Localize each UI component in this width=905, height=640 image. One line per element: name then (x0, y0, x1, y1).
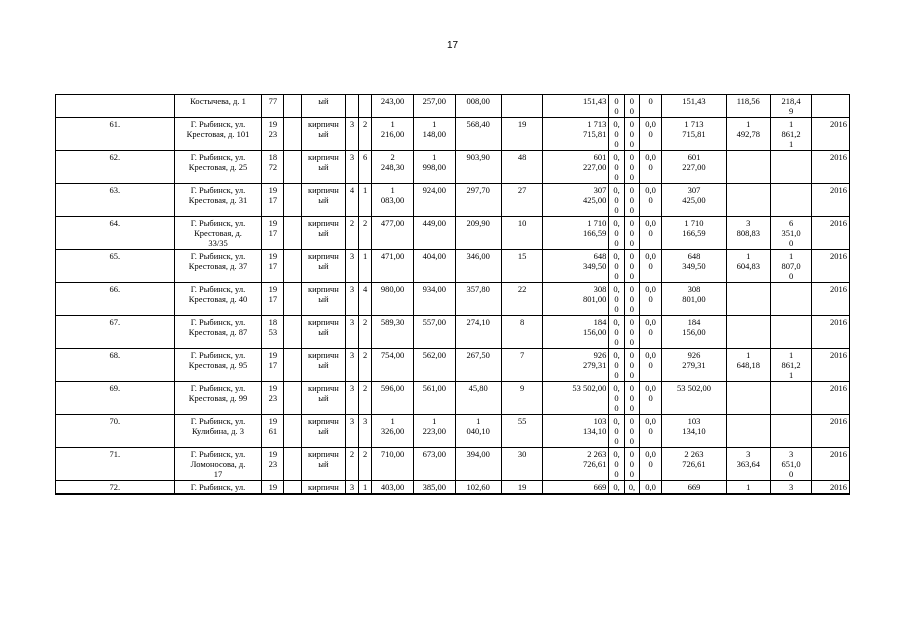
cell-cost-total: 184 156,00 (543, 316, 609, 349)
cell-c1: 0, 0 0 (609, 250, 624, 283)
cell-area-total: 1 216,00 (372, 118, 414, 151)
cell-c3: 0,0 0 (640, 250, 662, 283)
cell-floors: 3 (345, 481, 358, 495)
cell-entrances (359, 95, 372, 118)
cell-empty (284, 349, 302, 382)
cell-c2: 0 0 0 (624, 184, 639, 217)
cell-c3: 0,0 0 (640, 151, 662, 184)
cell-v2 (770, 283, 812, 316)
cell-area-total: 2 248,30 (372, 151, 414, 184)
cell-address: Г. Рыбинск, ул. Крестовая, д. 101 (174, 118, 262, 151)
cell-area-total: 1 326,00 (372, 415, 414, 448)
cell-year: 19 23 (262, 448, 284, 481)
cell-cost-total: 1 710 166,59 (543, 217, 609, 250)
cell-c3: 0,0 0 (640, 448, 662, 481)
cell-material: кирпичн ый (301, 118, 345, 151)
cell-v1 (726, 415, 770, 448)
cell-floors (345, 95, 358, 118)
cell-area-living: 1 148,00 (413, 118, 455, 151)
cell-c2: 0 0 0 (624, 349, 639, 382)
cell-cost-2: 307 425,00 (662, 184, 727, 217)
housing-table (55, 94, 850, 495)
cell-empty (284, 382, 302, 415)
cell-v1: 1 604,83 (726, 250, 770, 283)
cell-cost-total: 151,43 (543, 95, 609, 118)
cell-cost-2: 1 713 715,81 (662, 118, 727, 151)
cell-no: 67. (56, 316, 175, 349)
cell-cost-2: 151,43 (662, 95, 727, 118)
cell-c2: 0 0 0 (624, 448, 639, 481)
cell-c1: 0, 0 0 (609, 151, 624, 184)
cell-year: 19 23 (262, 382, 284, 415)
cell-address: Г. Рыбинск, ул. (174, 481, 262, 495)
cell-entrances: 1 (359, 250, 372, 283)
cell-year: 19 17 (262, 217, 284, 250)
cell-c3: 0,0 0 (640, 283, 662, 316)
cell-residents: 9 (501, 382, 543, 415)
cell-cost-total: 103 134,10 (543, 415, 609, 448)
cell-material: кирпичн ый (301, 184, 345, 217)
cell-area-living: 924,00 (413, 184, 455, 217)
cell-no: 69. (56, 382, 175, 415)
cell-empty (284, 151, 302, 184)
cell-plan-year: 2016 (812, 283, 850, 316)
cell-material: кирпичн ый (301, 217, 345, 250)
cell-cost-2: 308 801,00 (662, 283, 727, 316)
cell-area-3: 346,00 (455, 250, 501, 283)
cell-cost-2: 1 710 166,59 (662, 217, 727, 250)
cell-c3: 0,0 0 (640, 316, 662, 349)
cell-cost-2: 103 134,10 (662, 415, 727, 448)
cell-empty (284, 118, 302, 151)
cell-material: кирпичн ый (301, 283, 345, 316)
cell-area-living: 557,00 (413, 316, 455, 349)
cell-cost-2: 926 279,31 (662, 349, 727, 382)
cell-cost-total: 648 349,50 (543, 250, 609, 283)
cell-v2 (770, 415, 812, 448)
cell-plan-year: 2016 (812, 349, 850, 382)
cell-area-total: 589,30 (372, 316, 414, 349)
cell-material: кирпичн ый (301, 448, 345, 481)
cell-cost-total: 308 801,00 (543, 283, 609, 316)
cell-no: 72. (56, 481, 175, 495)
table-row (56, 415, 850, 448)
cell-c2: 0 0 0 (624, 283, 639, 316)
cell-area-total: 980,00 (372, 283, 414, 316)
cell-c3: 0,0 (640, 481, 662, 495)
cell-plan-year: 2016 (812, 316, 850, 349)
cell-empty (284, 481, 302, 495)
cell-floors: 3 (345, 250, 358, 283)
cell-c1: 0, 0 0 (609, 217, 624, 250)
cell-residents: 48 (501, 151, 543, 184)
cell-no: 70. (56, 415, 175, 448)
cell-empty (284, 448, 302, 481)
cell-address: Г. Рыбинск, ул. Крестовая, д. 87 (174, 316, 262, 349)
table-row (56, 95, 850, 118)
cell-cost-total: 601 227,00 (543, 151, 609, 184)
cell-plan-year: 2016 (812, 448, 850, 481)
cell-no: 68. (56, 349, 175, 382)
cell-area-total: 243,00 (372, 95, 414, 118)
cell-area-living: 673,00 (413, 448, 455, 481)
cell-c1: 0, 0 0 (609, 448, 624, 481)
cell-no: 71. (56, 448, 175, 481)
cell-entrances: 2 (359, 382, 372, 415)
cell-area-total: 710,00 (372, 448, 414, 481)
cell-material: кирпичн ый (301, 316, 345, 349)
cell-area-3: 102,60 (455, 481, 501, 495)
cell-year: 77 (262, 95, 284, 118)
cell-entrances: 2 (359, 316, 372, 349)
cell-entrances: 3 (359, 415, 372, 448)
cell-c1: 0, 0 0 (609, 415, 624, 448)
cell-c3: 0,0 0 (640, 415, 662, 448)
cell-v2 (770, 184, 812, 217)
cell-no: 65. (56, 250, 175, 283)
cell-c3: 0 (640, 95, 662, 118)
cell-c2: 0 0 0 (624, 316, 639, 349)
cell-v1 (726, 316, 770, 349)
cell-no: 66. (56, 283, 175, 316)
cell-year: 19 17 (262, 250, 284, 283)
cell-empty (284, 250, 302, 283)
cell-c1: 0 0 (609, 95, 624, 118)
cell-cost-total: 926 279,31 (543, 349, 609, 382)
cell-material: кирпичн ый (301, 382, 345, 415)
cell-c2: 0, (624, 481, 639, 495)
cell-area-3: 357,80 (455, 283, 501, 316)
cell-c1: 0, 0 0 (609, 184, 624, 217)
cell-address: Г. Рыбинск, ул. Крестовая, д. 33/35 (174, 217, 262, 250)
cell-entrances: 2 (359, 118, 372, 151)
cell-address: Г. Рыбинск, ул. Крестовая, д. 99 (174, 382, 262, 415)
cell-area-living: 385,00 (413, 481, 455, 495)
cell-address: Г. Рыбинск, ул. Крестовая, д. 25 (174, 151, 262, 184)
cell-area-living: 561,00 (413, 382, 455, 415)
cell-entrances: 2 (359, 217, 372, 250)
cell-plan-year: 2016 (812, 118, 850, 151)
cell-v2: 6 351,0 0 (770, 217, 812, 250)
cell-v1 (726, 151, 770, 184)
cell-c2: 0 0 0 (624, 250, 639, 283)
cell-entrances: 6 (359, 151, 372, 184)
cell-cost-total: 1 713 715,81 (543, 118, 609, 151)
cell-area-living: 1 223,00 (413, 415, 455, 448)
cell-c3: 0,0 0 (640, 217, 662, 250)
cell-v1: 3 808,83 (726, 217, 770, 250)
cell-v2: 3 (770, 481, 812, 495)
cell-entrances: 2 (359, 448, 372, 481)
cell-area-total: 403,00 (372, 481, 414, 495)
cell-residents: 19 (501, 118, 543, 151)
cell-area-total: 1 083,00 (372, 184, 414, 217)
cell-entrances: 2 (359, 349, 372, 382)
table-row (56, 217, 850, 250)
cell-plan-year: 2016 (812, 184, 850, 217)
cell-area-total: 596,00 (372, 382, 414, 415)
cell-residents: 8 (501, 316, 543, 349)
cell-empty (284, 217, 302, 250)
cell-area-3: 394,00 (455, 448, 501, 481)
cell-floors: 4 (345, 184, 358, 217)
cell-address: Г. Рыбинск, ул. Ломоносова, д. 17 (174, 448, 262, 481)
table-row (56, 250, 850, 283)
cell-c3: 0,0 0 (640, 382, 662, 415)
cell-residents: 27 (501, 184, 543, 217)
cell-v2: 218,4 9 (770, 95, 812, 118)
cell-address: Г. Рыбинск, ул. Крестовая, д. 95 (174, 349, 262, 382)
cell-v2: 1 861,2 1 (770, 118, 812, 151)
cell-v2: 1 861,2 1 (770, 349, 812, 382)
cell-v1 (726, 382, 770, 415)
cell-v1: 1 648,18 (726, 349, 770, 382)
cell-c1: 0, 0 0 (609, 382, 624, 415)
table-row (56, 283, 850, 316)
cell-c2: 0 0 0 (624, 415, 639, 448)
table-row (56, 184, 850, 217)
cell-v1: 3 363,64 (726, 448, 770, 481)
cell-residents (501, 95, 543, 118)
table-row (56, 151, 850, 184)
cell-v2: 1 807,0 0 (770, 250, 812, 283)
cell-residents: 30 (501, 448, 543, 481)
cell-area-living: 1 998,00 (413, 151, 455, 184)
cell-plan-year: 2016 (812, 481, 850, 495)
cell-area-3: 45,80 (455, 382, 501, 415)
cell-residents: 55 (501, 415, 543, 448)
cell-c1: 0, 0 0 (609, 316, 624, 349)
cell-floors: 3 (345, 283, 358, 316)
cell-area-living: 257,00 (413, 95, 455, 118)
table-row (56, 481, 850, 495)
cell-material: кирпичн (301, 481, 345, 495)
cell-area-total: 754,00 (372, 349, 414, 382)
cell-empty (284, 95, 302, 118)
cell-v1 (726, 283, 770, 316)
cell-empty (284, 316, 302, 349)
cell-floors: 2 (345, 217, 358, 250)
cell-entrances: 4 (359, 283, 372, 316)
cell-area-living: 934,00 (413, 283, 455, 316)
cell-cost-total: 669 (543, 481, 609, 495)
cell-floors: 3 (345, 349, 358, 382)
cell-floors: 3 (345, 382, 358, 415)
cell-c2: 0 0 0 (624, 217, 639, 250)
cell-residents: 22 (501, 283, 543, 316)
cell-cost-2: 2 263 726,61 (662, 448, 727, 481)
cell-plan-year: 2016 (812, 415, 850, 448)
cell-cost-2: 601 227,00 (662, 151, 727, 184)
cell-year: 19 23 (262, 118, 284, 151)
cell-year: 18 72 (262, 151, 284, 184)
cell-v2 (770, 151, 812, 184)
cell-area-3: 209,90 (455, 217, 501, 250)
cell-area-living: 562,00 (413, 349, 455, 382)
cell-area-living: 404,00 (413, 250, 455, 283)
cell-address: Г. Рыбинск, ул. Крестовая, д. 31 (174, 184, 262, 217)
table-row (56, 118, 850, 151)
cell-c1: 0, 0 0 (609, 283, 624, 316)
cell-c1: 0, 0 0 (609, 349, 624, 382)
cell-entrances: 1 (359, 184, 372, 217)
cell-v1 (726, 184, 770, 217)
cell-floors: 3 (345, 151, 358, 184)
cell-cost-total: 2 263 726,61 (543, 448, 609, 481)
table-row (56, 382, 850, 415)
cell-entrances: 1 (359, 481, 372, 495)
cell-area-3: 267,50 (455, 349, 501, 382)
cell-floors: 2 (345, 448, 358, 481)
cell-area-3: 568,40 (455, 118, 501, 151)
cell-residents: 10 (501, 217, 543, 250)
cell-area-total: 477,00 (372, 217, 414, 250)
cell-plan-year: 2016 (812, 382, 850, 415)
page-number: 17 (446, 40, 459, 51)
cell-address: Костычева, д. 1 (174, 95, 262, 118)
cell-floors: 3 (345, 118, 358, 151)
cell-plan-year: 2016 (812, 217, 850, 250)
cell-c1: 0, 0 0 (609, 118, 624, 151)
cell-empty (284, 283, 302, 316)
cell-plan-year (812, 95, 850, 118)
cell-cost-2: 184 156,00 (662, 316, 727, 349)
cell-year: 18 53 (262, 316, 284, 349)
cell-c1: 0, (609, 481, 624, 495)
cell-area-3: 274,10 (455, 316, 501, 349)
cell-floors: 3 (345, 415, 358, 448)
cell-address: Г. Рыбинск, ул. Крестовая, д. 40 (174, 283, 262, 316)
cell-empty (284, 184, 302, 217)
cell-c3: 0,0 0 (640, 118, 662, 151)
cell-cost-total: 307 425,00 (543, 184, 609, 217)
cell-residents: 19 (501, 481, 543, 495)
cell-year: 19 17 (262, 184, 284, 217)
cell-year: 19 61 (262, 415, 284, 448)
cell-area-total: 471,00 (372, 250, 414, 283)
cell-plan-year: 2016 (812, 250, 850, 283)
cell-address: Г. Рыбинск, ул. Кулибина, д. 3 (174, 415, 262, 448)
cell-v2: 3 651,0 0 (770, 448, 812, 481)
cell-area-3: 1 040,10 (455, 415, 501, 448)
cell-v2 (770, 316, 812, 349)
cell-v1: 118,56 (726, 95, 770, 118)
table-row (56, 448, 850, 481)
cell-no: 62. (56, 151, 175, 184)
cell-no: 63. (56, 184, 175, 217)
cell-plan-year: 2016 (812, 151, 850, 184)
cell-material: ый (301, 95, 345, 118)
cell-floors: 3 (345, 316, 358, 349)
cell-v1: 1 492,78 (726, 118, 770, 151)
cell-cost-2: 53 502,00 (662, 382, 727, 415)
table-row (56, 349, 850, 382)
cell-area-3: 903,90 (455, 151, 501, 184)
cell-c2: 0 0 0 (624, 382, 639, 415)
cell-year: 19 17 (262, 349, 284, 382)
cell-area-3: 297,70 (455, 184, 501, 217)
cell-material: кирпичн ый (301, 151, 345, 184)
cell-v2 (770, 382, 812, 415)
cell-c2: 0 0 (624, 95, 639, 118)
cell-no: 61. (56, 118, 175, 151)
cell-c2: 0 0 0 (624, 151, 639, 184)
cell-material: кирпичн ый (301, 415, 345, 448)
cell-cost-2: 669 (662, 481, 727, 495)
cell-c2: 0 0 0 (624, 118, 639, 151)
cell-year: 19 (262, 481, 284, 495)
cell-empty (284, 415, 302, 448)
cell-no (56, 95, 175, 118)
cell-material: кирпичн ый (301, 349, 345, 382)
cell-address: Г. Рыбинск, ул. Крестовая, д. 37 (174, 250, 262, 283)
cell-c3: 0,0 0 (640, 184, 662, 217)
cell-material: кирпичн ый (301, 250, 345, 283)
cell-cost-2: 648 349,50 (662, 250, 727, 283)
cell-c3: 0,0 0 (640, 349, 662, 382)
cell-v1: 1 (726, 481, 770, 495)
cell-area-3: 008,00 (455, 95, 501, 118)
cell-area-living: 449,00 (413, 217, 455, 250)
cell-residents: 7 (501, 349, 543, 382)
cell-no: 64. (56, 217, 175, 250)
cell-residents: 15 (501, 250, 543, 283)
cell-cost-total: 53 502,00 (543, 382, 609, 415)
table-row (56, 316, 850, 349)
cell-year: 19 17 (262, 283, 284, 316)
